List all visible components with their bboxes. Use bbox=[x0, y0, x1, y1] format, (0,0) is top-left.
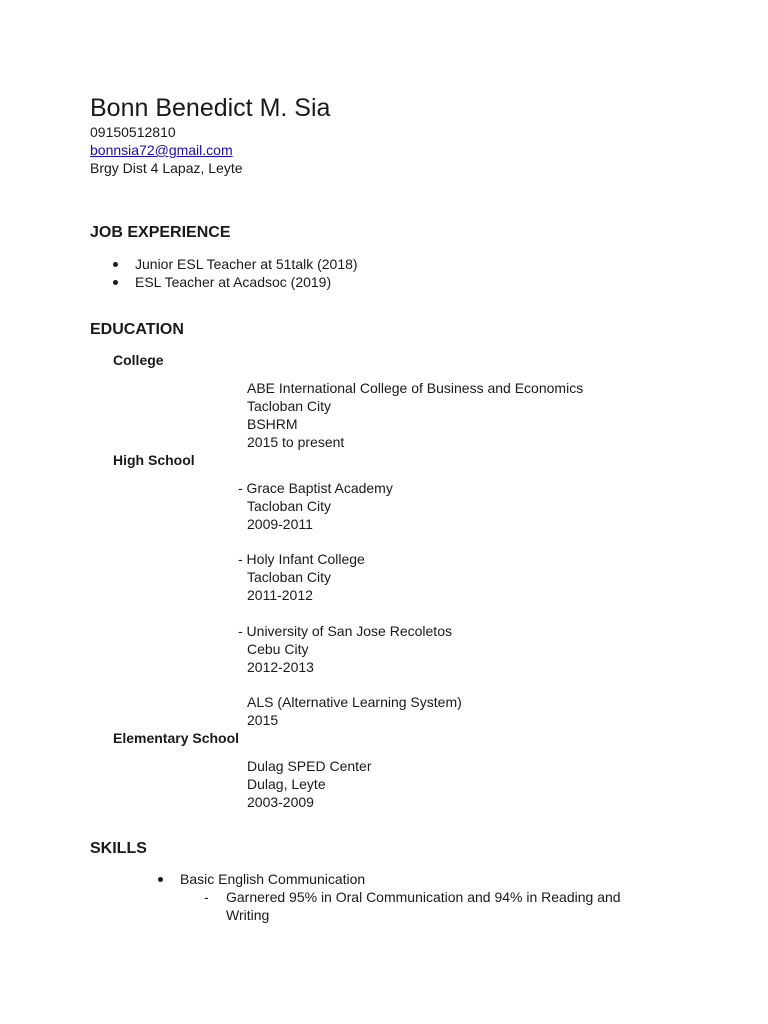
email-link[interactable]: bonnsia72@gmail.com bbox=[90, 142, 233, 158]
high-school-label: High School bbox=[113, 452, 195, 468]
hs-years: 2011-2012 bbox=[247, 587, 313, 603]
elementary-years: 2003-2009 bbox=[247, 794, 314, 810]
college-school: ABE International College of Business and Economics bbox=[247, 380, 584, 396]
elementary-label: Elementary School bbox=[113, 730, 240, 746]
job-experience-heading: JOB EXPERIENCE bbox=[90, 224, 231, 241]
als-program: ALS (Alternative Learning System) bbox=[247, 694, 462, 710]
elementary-city: Dulag, Leyte bbox=[247, 776, 326, 792]
college-label: College bbox=[113, 352, 164, 368]
college-years: 2015 to present bbox=[247, 434, 345, 450]
skills-heading: SKILLS bbox=[90, 840, 147, 857]
hs-school: - University of San Jose Recoletos bbox=[238, 623, 452, 639]
resume-name: Bonn Benedict M. Sia bbox=[90, 94, 331, 122]
education-heading: EDUCATION bbox=[90, 321, 184, 338]
hs-school: - Holy Infant College bbox=[238, 551, 365, 567]
hs-city: Tacloban City bbox=[247, 498, 332, 514]
skill-detail-continued: Writing bbox=[226, 907, 270, 923]
hs-city: Cebu City bbox=[247, 641, 309, 657]
college-city: Tacloban City bbox=[247, 398, 332, 414]
skill-label: Basic English Communication bbox=[180, 871, 366, 887]
hs-years: 2009-2011 bbox=[247, 516, 313, 532]
job-item: Junior ESL Teacher at 51talk (2018) bbox=[135, 256, 358, 272]
hs-school: - Grace Baptist Academy bbox=[238, 480, 393, 496]
hs-years: 2012-2013 bbox=[247, 659, 314, 675]
als-year: 2015 bbox=[247, 712, 279, 728]
college-course: BSHRM bbox=[247, 416, 298, 432]
elementary-school: Dulag SPED Center bbox=[247, 758, 372, 774]
skill-item bbox=[180, 870, 365, 888]
skill-detail-line bbox=[204, 888, 621, 906]
skill-detail-dash: - bbox=[204, 889, 209, 905]
hs-city: Tacloban City bbox=[247, 569, 332, 585]
skill-detail-text: Garnered 95% in Oral Communication and 94% in Reading and bbox=[226, 889, 621, 905]
address: Brgy Dist 4 Lapaz, Leyte bbox=[90, 160, 243, 176]
job-item: ESL Teacher at Acadsoc (2019) bbox=[135, 274, 332, 290]
phone-number: 09150512810 bbox=[90, 124, 176, 140]
